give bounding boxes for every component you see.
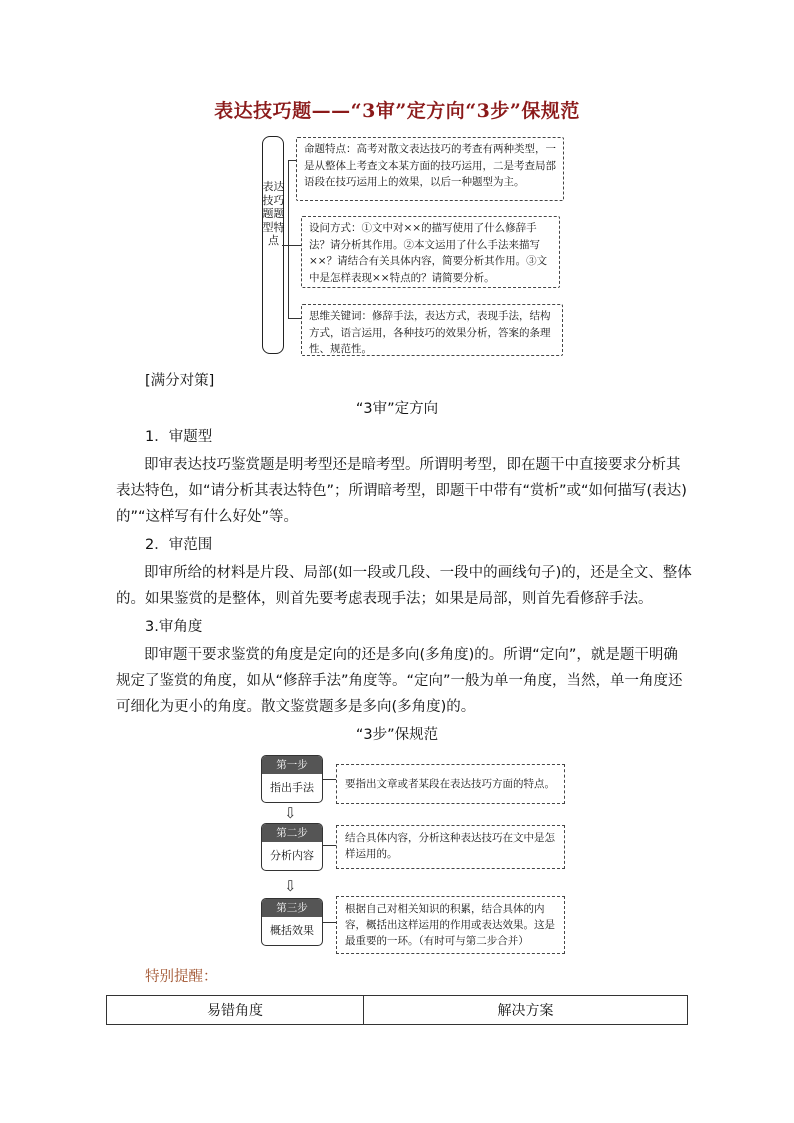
item1-text: 即审表达技巧鉴赏题是明考型还是暗考型。所谓明考型，即在题干中直接要求分析其表达特色，如“请分析其表达特色”；所谓暗考型，即题干中带有“赏析”或“如何描写(表达)的”“这样写有什么好处”等。 [116, 457, 687, 525]
item2-title: 2．审范围 [145, 537, 213, 553]
step-2-box [261, 823, 323, 871]
brace-arm-3 [288, 318, 301, 319]
step-2-label: 第二步 [262, 824, 322, 842]
table-header-cell: 易错角度 [107, 996, 364, 1025]
brace-line [288, 160, 289, 318]
item3-text: 即审题干要求鉴赏的角度是定向的还是多向(多角度)的。所谓“定向”，就是题干明确规定了鉴赏的角度，如从“修辞手法”角度等。“定向”一般为单一角度，当然，单一角度还可细化为更小的角度。散文鉴赏题多是多向(多角度)的。 [116, 647, 683, 715]
down-arrow-icon: ⇩ [284, 877, 297, 895]
step-3-box [261, 898, 323, 946]
heading-3-bu: “3步”保规范 [355, 727, 439, 743]
step-1-label: 第一步 [262, 756, 322, 774]
page-title: 表达技巧题——“3审”定方向“3步”保规范 [214, 100, 580, 122]
vertical-label: 表达技巧题题型特点 [262, 180, 285, 247]
step-2-connector [323, 845, 336, 846]
section-label: [满分对策] [145, 373, 215, 389]
item3-title: 3.审角度 [145, 619, 203, 635]
brace-arm-2 [288, 245, 301, 246]
step-1-box [261, 755, 323, 803]
step-3-desc: 根据自己对相关知识的积累，结合具体的内容，概括出这样运用的作用或表达效果。这是最重要的一环。（有时可与第二步合并） [336, 896, 565, 954]
step-1-connector [323, 779, 336, 780]
step-2-desc: 结合具体内容，分析这种表达技巧在文中是怎样运用的。 [336, 825, 565, 869]
feature-box-1: 命题特点：高考对散文表达技巧的考查有两种类型，一是从整体上考查文本某方面的技巧运用，二是考查局部语段在技巧运用上的效果，以后一种题型为主。 [296, 137, 564, 201]
step-2-name: 分析内容 [270, 849, 314, 862]
step-1-name: 指出手法 [270, 781, 314, 794]
step-1-desc: 要指出文章或者某段在表达技巧方面的特点。 [336, 764, 565, 804]
item1-title: 1．审题型 [145, 429, 213, 445]
step-3-label: 第三步 [262, 899, 322, 917]
brace-arm-1 [288, 160, 296, 161]
heading-3-shen: “3审”定方向 [355, 401, 439, 417]
item2-text: 即审所给的材料是片段、局部(如一段或几段、一段中的画线句子)的，还是全文、整体的。如果鉴赏的是整体，则首先要考虑表现手法；如果是局部，则首先看修辞手法。 [116, 565, 692, 607]
feature-box-2: 设问方式：①文中对××的描写使用了什么修辞手法？请分析其作用。②本文运用了什么手法来描写××？请结合有关具体内容，简要分析其作用。③文中是怎样表现××特点的？请简要分析。 [301, 216, 560, 288]
step-3-name: 概括效果 [270, 924, 314, 937]
feature-box-3: 思维关键词：修辞手法，表达方式，表现手法，结构方式，语言运用，各种技巧的效果分析，答案的条理性、规范性。 [301, 304, 563, 356]
reminder-label: 特别提醒： [145, 969, 218, 985]
table-header-cell: 解决方案 [364, 996, 688, 1025]
reminder-table [106, 995, 688, 1025]
table-header-row [107, 996, 688, 1025]
step-3-connector [323, 922, 336, 923]
down-arrow-icon: ⇩ [284, 804, 297, 822]
